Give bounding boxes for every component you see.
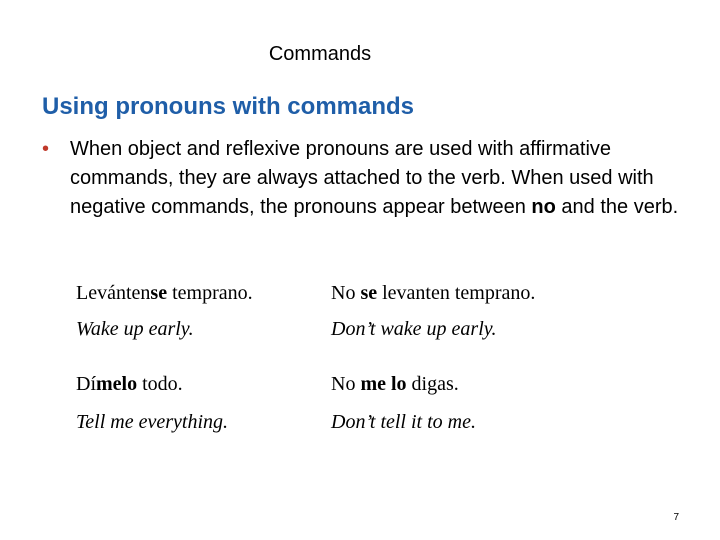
example-2-negative	[331, 373, 459, 396]
bullet-bold-word: no	[531, 196, 556, 218]
example-text: No	[331, 282, 361, 304]
example-2-negative-translation	[331, 411, 476, 434]
translation-text: Don’t tell it to me.	[331, 411, 476, 433]
example-text: temprano.	[167, 282, 253, 304]
example-2-affirmative	[76, 373, 183, 396]
example-pronoun: se	[150, 282, 168, 304]
translation-text: Tell me everything.	[76, 411, 229, 433]
example-text: levanten temprano.	[377, 282, 536, 304]
example-2-affirmative-translation	[76, 411, 228, 434]
section-heading: Using pronouns with commands	[42, 93, 415, 120]
example-pronoun: melo	[96, 373, 138, 395]
slide-title: Commands	[268, 43, 372, 65]
translation-text: Wake up early.	[76, 318, 194, 340]
example-text: todo.	[137, 373, 183, 395]
example-text: Levánten	[76, 282, 151, 304]
example-1-negative	[331, 282, 535, 305]
page-number: 7	[673, 512, 679, 523]
example-1-negative-translation	[331, 318, 497, 341]
example-text: digas.	[406, 373, 459, 395]
example-text: Dí	[76, 373, 96, 395]
bullet-text-end: and the verb.	[555, 196, 679, 218]
example-1-affirmative	[76, 282, 253, 305]
example-text: No	[331, 373, 361, 395]
example-pronoun: se	[360, 282, 378, 304]
bullet-point	[42, 135, 692, 222]
translation-text: Don’t wake up early.	[331, 318, 497, 340]
example-1-affirmative-translation	[76, 318, 194, 341]
example-pronoun: me lo	[360, 373, 407, 395]
bullet-icon: •	[42, 138, 50, 160]
bullet-text	[70, 135, 692, 222]
bullet-text-start: When object and reflexive pronouns are used with affirmative commands, they are always attached to the verb. When used with negative commands, the pronouns appear between	[70, 138, 654, 218]
